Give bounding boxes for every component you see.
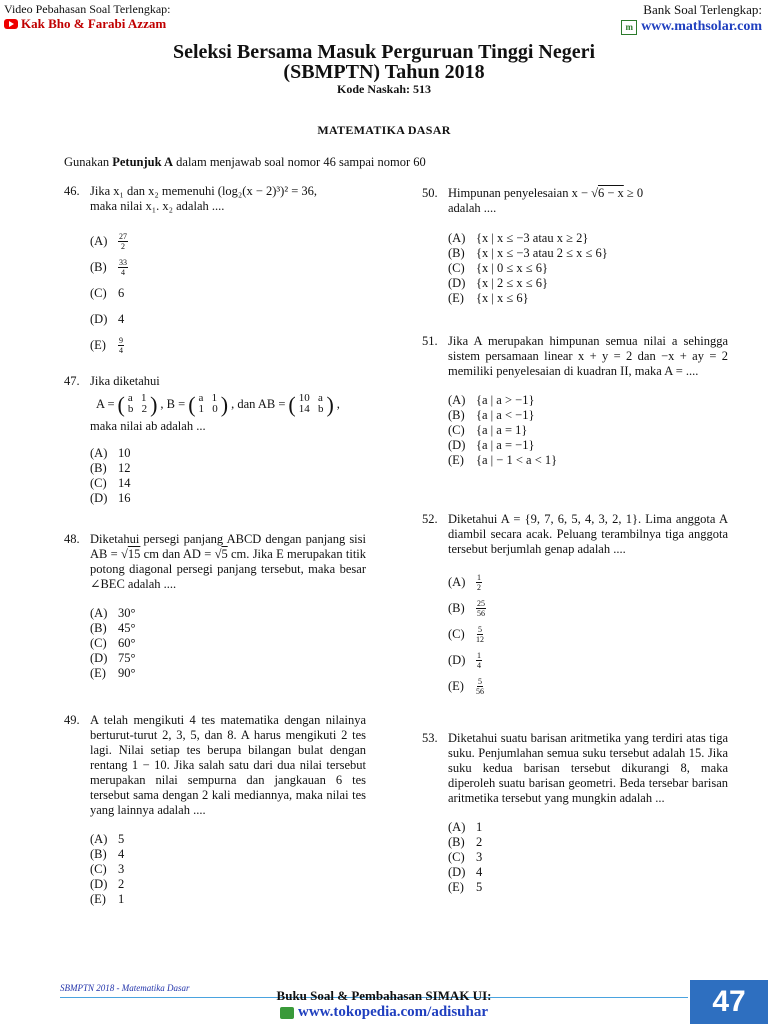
text-part: cm dan AD = √ <box>140 547 222 561</box>
option-label: (A) <box>90 446 108 460</box>
paren: ( <box>117 391 125 417</box>
option-d[interactable] <box>448 865 728 880</box>
option-label: (C) <box>90 862 107 876</box>
matrix-row: b 2 <box>127 403 148 415</box>
question-46 <box>64 184 366 358</box>
option-d[interactable] <box>90 651 366 666</box>
option-c[interactable] <box>448 423 728 438</box>
option-label: (B) <box>448 600 465 615</box>
fraction <box>118 232 128 251</box>
numerator: 1 <box>477 650 481 660</box>
option-text: 14 <box>118 476 131 490</box>
option-label: (D) <box>90 651 108 665</box>
matrix-label: , B = <box>160 396 186 411</box>
fraction <box>476 651 482 670</box>
question-53 <box>422 731 728 895</box>
question-number: 53. <box>422 731 438 745</box>
option-label: (D) <box>90 877 108 891</box>
option-c[interactable] <box>90 280 366 306</box>
option-e[interactable] <box>448 880 728 895</box>
option-label: (B) <box>90 461 107 475</box>
numerator: 5 <box>478 624 482 634</box>
paren: ) <box>150 391 158 417</box>
option-text: {a | a > −1} <box>476 393 535 407</box>
mathsolar-logo-icon: m <box>621 20 637 35</box>
option-label: (B) <box>90 847 107 861</box>
paren: ) <box>326 391 334 417</box>
denominator: 4 <box>121 267 125 277</box>
footer-left: SBMPTN 2018 - Matematika Dasar <box>60 983 190 993</box>
matrix-row: a 1 <box>198 392 218 404</box>
question-number: 50. <box>422 186 438 200</box>
question-51 <box>422 334 728 468</box>
tokopedia-link[interactable] <box>0 1004 768 1021</box>
header-left-title: Video Pebahasan Soal Terlengkap: <box>4 2 171 16</box>
option-label: (E) <box>90 892 106 906</box>
matrix-a <box>128 393 147 415</box>
option-a[interactable] <box>448 393 728 408</box>
option-text: {x | 0 ≤ x ≤ 6} <box>476 261 548 275</box>
header-right-sub: www.mathsolar.com <box>641 19 762 34</box>
option-label: (B) <box>448 408 465 422</box>
question-number: 51. <box>422 334 438 348</box>
option-text: 75° <box>118 651 136 665</box>
option-c[interactable] <box>90 476 366 491</box>
matrix-equation <box>96 389 366 419</box>
instruction-bold: Petunjuk A <box>112 155 174 169</box>
question-text: maka nilai ab adalah ... <box>90 419 206 433</box>
matrix-row: 14 b <box>298 403 324 415</box>
denominator: 2 <box>121 241 125 251</box>
option-text: {x | x ≤ −3 atau x ≥ 2} <box>476 231 589 245</box>
question-number: 48. <box>64 532 80 546</box>
denominator: 56 <box>476 686 484 696</box>
radicand: 5 <box>221 547 228 561</box>
option-a[interactable] <box>448 820 728 835</box>
punctuation: , <box>336 396 340 411</box>
matrix-label: A = <box>96 396 115 411</box>
option-label: (A) <box>90 832 108 846</box>
matrix-row: 10 a <box>298 392 323 404</box>
option-text: 4 <box>476 865 483 879</box>
matrix-row: 1 0 <box>198 403 218 415</box>
paren: ) <box>220 391 229 417</box>
numerator: 27 <box>119 231 127 241</box>
question-text: Jika A merupakan himpunan semua nilai a sehingga sistem persamaan linear x + y = 2 dan −x + ay = 2 memiliki penyelesaian di kuadran II, maka A = .... <box>448 334 728 378</box>
option-text: {a | − 1 < a < 1} <box>476 453 558 467</box>
option-e[interactable] <box>448 291 728 306</box>
question-number: 46. <box>64 184 80 198</box>
option-d[interactable] <box>448 647 728 673</box>
option-text: 1 <box>476 820 483 834</box>
header-left-sub: Kak Bho & Farabi Azzam <box>21 16 167 31</box>
option-c[interactable] <box>90 862 366 877</box>
option-c[interactable] <box>90 636 366 651</box>
option-label: (B) <box>90 621 107 635</box>
numerator: 9 <box>119 335 123 345</box>
fraction <box>118 258 128 277</box>
fraction <box>476 599 486 618</box>
paren: ( <box>188 391 196 417</box>
option-text: {a | a = 1} <box>476 423 528 437</box>
option-label: (D) <box>448 276 466 290</box>
option-text: 2 <box>476 835 483 849</box>
text-part: ≥ 0 <box>623 186 644 200</box>
fraction <box>476 625 484 644</box>
kode-naskah: Kode Naskah: 513 <box>336 82 431 96</box>
option-label: (A) <box>90 606 108 620</box>
option-b[interactable] <box>90 847 366 862</box>
option-label: (D) <box>448 652 466 667</box>
question-48 <box>64 532 366 681</box>
option-b[interactable] <box>448 835 728 850</box>
option-text: 6 <box>118 285 125 300</box>
option-c[interactable] <box>448 621 728 647</box>
text-part: Diketahui persegi panjang ABCD dengan panjang sisi AB = √ <box>90 532 366 561</box>
option-e[interactable] <box>448 673 728 699</box>
option-label: (C) <box>448 850 465 864</box>
option-label: (E) <box>90 666 106 680</box>
footer-url: www.tokopedia.com/adisuhar <box>297 1004 489 1020</box>
option-text: 12 <box>118 461 131 475</box>
matrix-ab <box>299 393 324 415</box>
option-a[interactable] <box>90 606 366 621</box>
option-label: (A) <box>90 233 108 248</box>
option-text: 3 <box>118 862 125 876</box>
denominator: 4 <box>477 660 481 670</box>
option-c[interactable] <box>448 850 728 865</box>
footer-title: Buku Soal & Pembahasan SIMAK UI: <box>276 988 492 1003</box>
option-text: {x | x ≤ −3 atau 2 ≤ x ≤ 6} <box>476 246 608 260</box>
option-e[interactable] <box>90 332 366 358</box>
option-b[interactable] <box>90 461 366 476</box>
option-a[interactable] <box>448 231 728 246</box>
option-label: (C) <box>448 626 465 641</box>
page-title <box>0 42 768 82</box>
option-label: (B) <box>448 835 465 849</box>
matrix-b <box>199 393 218 415</box>
question-number: 47. <box>64 374 80 388</box>
option-d[interactable] <box>448 276 728 291</box>
numerator: 1 <box>477 572 481 582</box>
option-e[interactable] <box>90 892 366 907</box>
question-49 <box>64 713 366 907</box>
footer-center <box>0 987 768 1021</box>
option-text: {x | 2 ≤ x ≤ 6} <box>476 276 548 290</box>
question-text: Jika diketahui <box>90 374 160 388</box>
option-text: {a | a < −1} <box>476 408 535 422</box>
text-part: cm. Jika E merupakan titik potong diagonal persegi panjang tersebut, maka besar ∠BEC adalah .... <box>90 547 367 591</box>
option-e[interactable] <box>90 666 366 681</box>
option-d[interactable] <box>448 438 728 453</box>
question-text <box>448 186 728 201</box>
option-label: (B) <box>90 259 107 274</box>
option-text: 16 <box>118 491 131 505</box>
option-label: (C) <box>90 285 107 300</box>
option-text: 30° <box>118 606 136 620</box>
numerator: 5 <box>478 676 482 686</box>
option-a[interactable] <box>448 569 728 595</box>
paren: ( <box>288 391 296 417</box>
option-b[interactable] <box>90 621 366 636</box>
option-text: 90° <box>118 666 136 680</box>
option-text: 4 <box>118 847 125 861</box>
option-d[interactable] <box>90 877 366 892</box>
matrix-row: a 1 <box>127 392 147 404</box>
option-e[interactable] <box>448 453 728 468</box>
question-52 <box>422 512 728 699</box>
option-b[interactable] <box>448 595 728 621</box>
option-label: (D) <box>90 311 108 326</box>
option-label: (A) <box>448 820 466 834</box>
youtube-link[interactable] <box>4 17 171 31</box>
header-left <box>4 2 171 31</box>
youtube-icon <box>4 19 18 29</box>
option-a[interactable] <box>90 228 366 254</box>
title-line2: (SBMPTN) Tahun 2018 <box>283 61 485 83</box>
page-number: 47 <box>690 980 768 1024</box>
option-text: 60° <box>118 636 136 650</box>
option-label: (E) <box>448 678 464 693</box>
option-d[interactable] <box>90 306 366 332</box>
question-text: adalah .... <box>448 201 497 215</box>
fraction <box>476 573 482 592</box>
question-number: 49. <box>64 713 80 727</box>
option-label: (D) <box>448 438 466 452</box>
option-text: 10 <box>118 446 131 460</box>
text-part: Himpunan penyelesaian x − √ <box>448 186 598 200</box>
option-label: (E) <box>448 453 464 467</box>
option-text: 5 <box>476 880 483 894</box>
question-text: Jika x₁ dan x₂ memenuhi (log₂(x − 2)³)² = 36, <box>90 184 317 198</box>
instruction <box>64 155 426 170</box>
radicand: 6 − x <box>597 186 624 200</box>
fraction <box>118 336 124 355</box>
option-text: 3 <box>476 850 483 864</box>
option-label: (E) <box>90 337 106 352</box>
denominator: 56 <box>477 608 485 618</box>
question-text: Diketahui suatu barisan aritmetika yang terdiri atas tiga suku. Penjumlahan semua suku tersebut adalah 15. Jika suku kedua barisan tersebut dikurangi 8, maka diperoleh suatu barisan geometri. Beda tersebar barisan aritmetika tersebut yang mungkin adalah ... <box>448 731 728 805</box>
option-b[interactable] <box>448 408 728 423</box>
question-50 <box>422 186 728 306</box>
option-label: (C) <box>448 261 465 275</box>
question-text: A telah mengikuti 4 tes matematika dengan nilainya berturut-turut 2, 3, 5, dan 8. A harus mengikuti 2 tes lagi. Nilai setiap tes berupa bilangan bulat dengan rentang 1 − 10. Jika salah satu dari dua nilai tersebut merupakan nilai sempurna dan jangkauan 6 tes tersebut sama dengan 2 kali mediannya, maka nilai tes yang lainnya adalah .... <box>90 713 366 817</box>
option-text: {x | x ≤ 6} <box>476 291 529 305</box>
instruction-pre: Gunakan <box>64 155 113 169</box>
radicand: 15 <box>127 547 141 561</box>
option-a[interactable] <box>90 832 366 847</box>
question-47 <box>64 374 366 506</box>
numerator: 25 <box>477 598 485 608</box>
option-label: (A) <box>448 231 466 245</box>
denominator: 2 <box>477 582 481 592</box>
option-text: 5 <box>118 832 125 846</box>
question-text: Diketahui A = {9, 7, 6, 5, 4, 3, 2, 1}. Lima anggota A diambil secara acak. Peluang terambilnya tiga anggota tersebut berjumlah genap adalah .... <box>448 512 728 556</box>
option-label: (C) <box>90 636 107 650</box>
question-text <box>90 532 366 592</box>
option-text: 2 <box>118 877 125 891</box>
option-text: {a | a = −1} <box>476 438 535 452</box>
option-label: (A) <box>448 574 466 589</box>
option-c[interactable] <box>448 261 728 276</box>
option-b[interactable] <box>90 254 366 280</box>
header-right-title: Bank Soal Terlengkap: <box>643 2 762 17</box>
header-right <box>621 2 762 35</box>
numerator: 33 <box>119 257 127 267</box>
tokopedia-icon <box>280 1007 294 1019</box>
option-label: (E) <box>448 880 464 894</box>
option-label: (A) <box>448 393 466 407</box>
question-text: maka nilai x₁. x₂ adalah .... <box>90 199 225 213</box>
option-label: (D) <box>448 865 466 879</box>
option-text: 1 <box>118 892 125 906</box>
option-text: 45° <box>118 621 136 635</box>
denominator: 4 <box>119 345 123 355</box>
mathsolar-link[interactable] <box>621 19 762 35</box>
option-label: (C) <box>90 476 107 490</box>
option-label: (E) <box>448 291 464 305</box>
fraction <box>476 677 484 696</box>
option-label: (B) <box>448 246 465 260</box>
option-d[interactable] <box>90 491 366 506</box>
question-number: 52. <box>422 512 438 526</box>
section-heading: MATEMATIKA DASAR <box>317 123 451 137</box>
instruction-post: dalam menjawab soal nomor 46 sampai nomor 60 <box>173 155 426 169</box>
option-b[interactable] <box>448 246 728 261</box>
option-a[interactable] <box>90 446 366 461</box>
title-line1: Seleksi Bersama Masuk Perguruan Tinggi Negeri <box>172 41 596 63</box>
option-label: (C) <box>448 423 465 437</box>
matrix-label: , dan AB = <box>231 396 286 411</box>
option-text: 4 <box>118 311 125 326</box>
denominator: 12 <box>476 634 484 644</box>
option-label: (D) <box>90 491 108 505</box>
